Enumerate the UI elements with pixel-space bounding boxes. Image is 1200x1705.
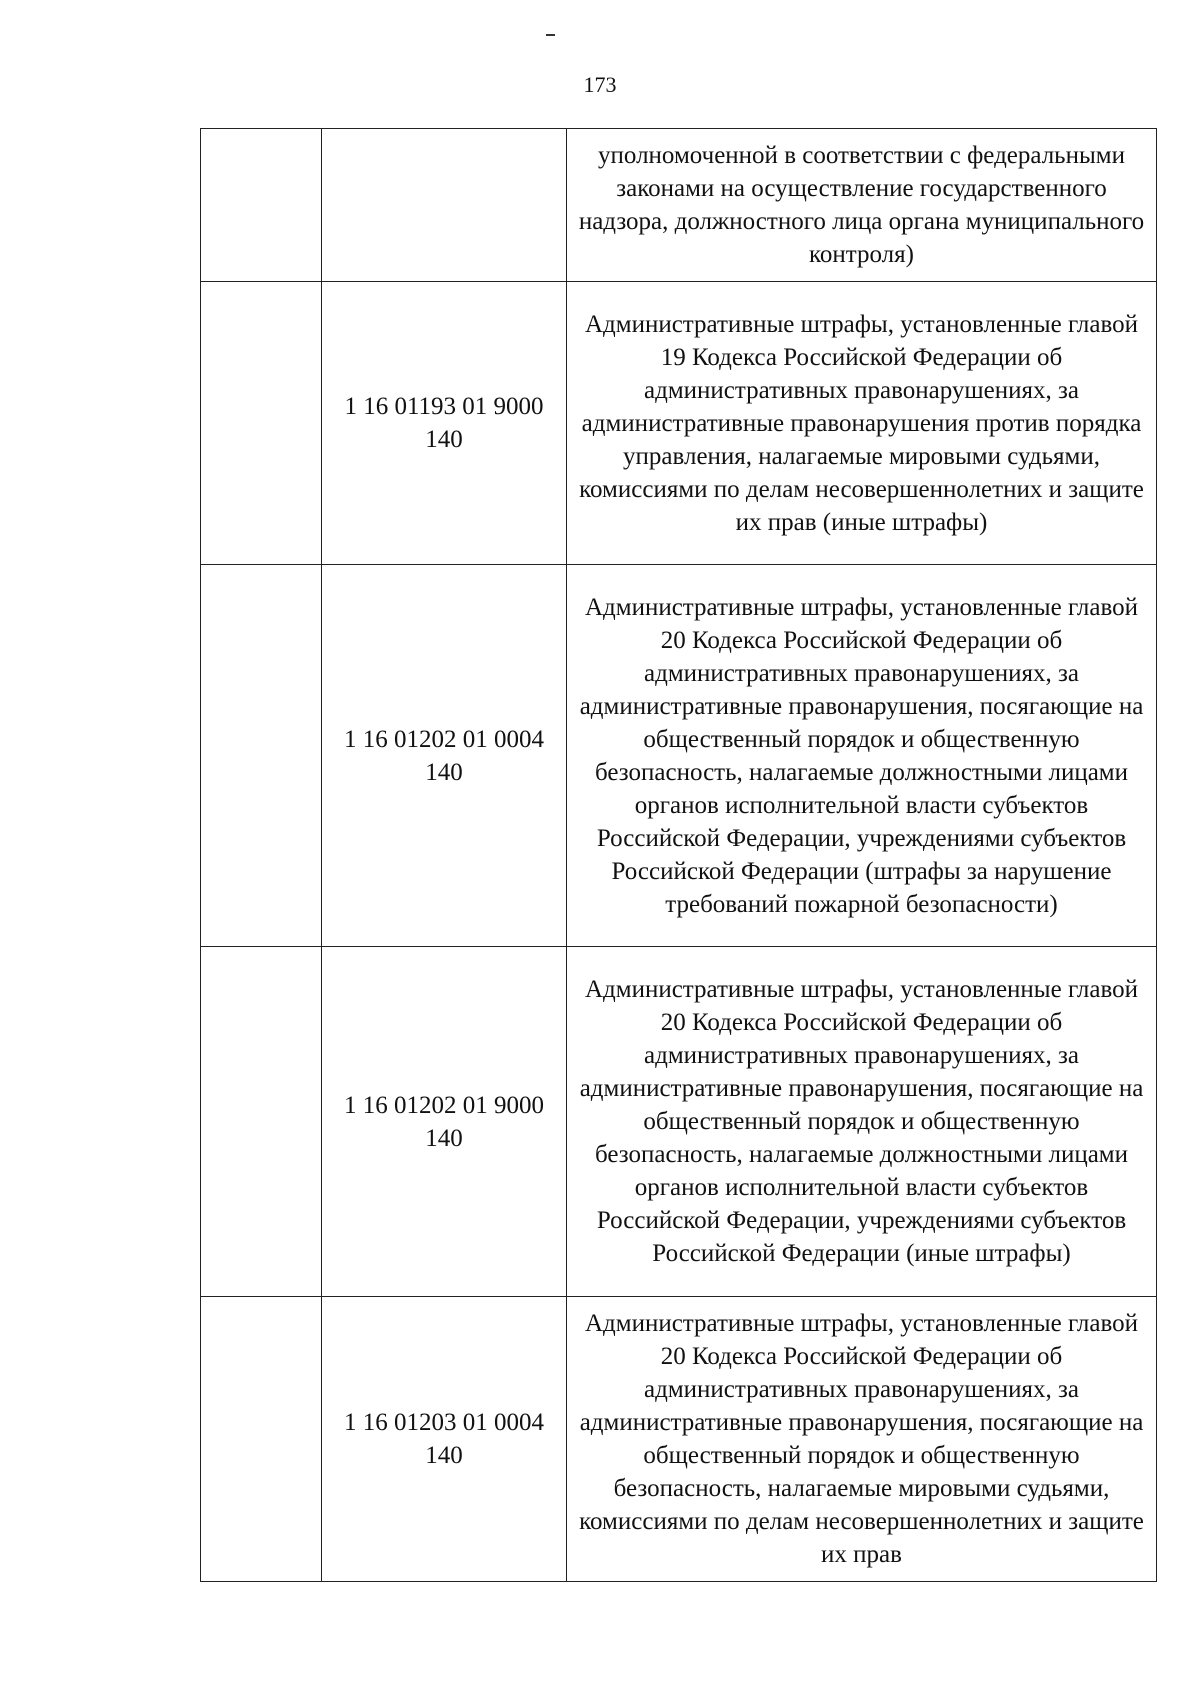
budget-code-cell: 1 16 01202 01 9000 140 xyxy=(322,947,567,1297)
empty-cell xyxy=(201,129,322,282)
scan-mark xyxy=(546,34,555,36)
table-row xyxy=(201,565,1157,947)
table-row xyxy=(201,1297,1157,1582)
description-cell: Административные штрафы, установленные главой 19 Кодекса Российской Федерации об административных правонарушениях, за административные правонарушения против порядка управления, налагаемые мировыми судьями, комиссиями по делам несовершеннолетних и защите их прав (иные штрафы) xyxy=(567,282,1157,565)
budget-code-cell xyxy=(322,129,567,282)
page-number: 173 xyxy=(583,72,617,97)
description-cell: Административные штрафы, установленные главой 20 Кодекса Российской Федерации об административных правонарушениях, за административные правонарушения, посягающие на общественный порядок и общественную безопасность, налагаемые должностными лицами органов исполнительной власти субъектов Российской Федерации, учреждениями субъектов Российской Федерации (иные штрафы) xyxy=(567,947,1157,1297)
empty-cell xyxy=(201,282,322,565)
description-cell: Административные штрафы, установленные главой 20 Кодекса Российской Федерации об административных правонарушениях, за административные правонарушения, посягающие на общественный порядок и общественную безопасность, налагаемые должностными лицами органов исполнительной власти субъектов Российской Федерации, учреждениями субъектов Российской Федерации (штрафы за нарушение требований пожарной безопасности) xyxy=(567,565,1157,947)
budget-code-cell: 1 16 01203 01 0004 140 xyxy=(322,1297,567,1582)
description-cell: уполномоченной в соответствии с федеральными законами на осуществление государственного надзора, должностного лица органа муниципального контроля) xyxy=(567,129,1157,282)
table-row xyxy=(201,129,1157,282)
empty-cell xyxy=(201,947,322,1297)
budget-code-cell: 1 16 01193 01 9000 140 xyxy=(322,282,567,565)
budget-code-cell: 1 16 01202 01 0004 140 xyxy=(322,565,567,947)
table-row xyxy=(201,282,1157,565)
table-row xyxy=(201,947,1157,1297)
empty-cell xyxy=(201,565,322,947)
revenue-code-table xyxy=(200,128,1157,1582)
description-cell: Административные штрафы, установленные главой 20 Кодекса Российской Федерации об административных правонарушениях, за административные правонарушения, посягающие на общественный порядок и общественную безопасность, налагаемые мировыми судьями, комиссиями по делам несовершеннолетних и защите их прав xyxy=(567,1297,1157,1582)
empty-cell xyxy=(201,1297,322,1582)
